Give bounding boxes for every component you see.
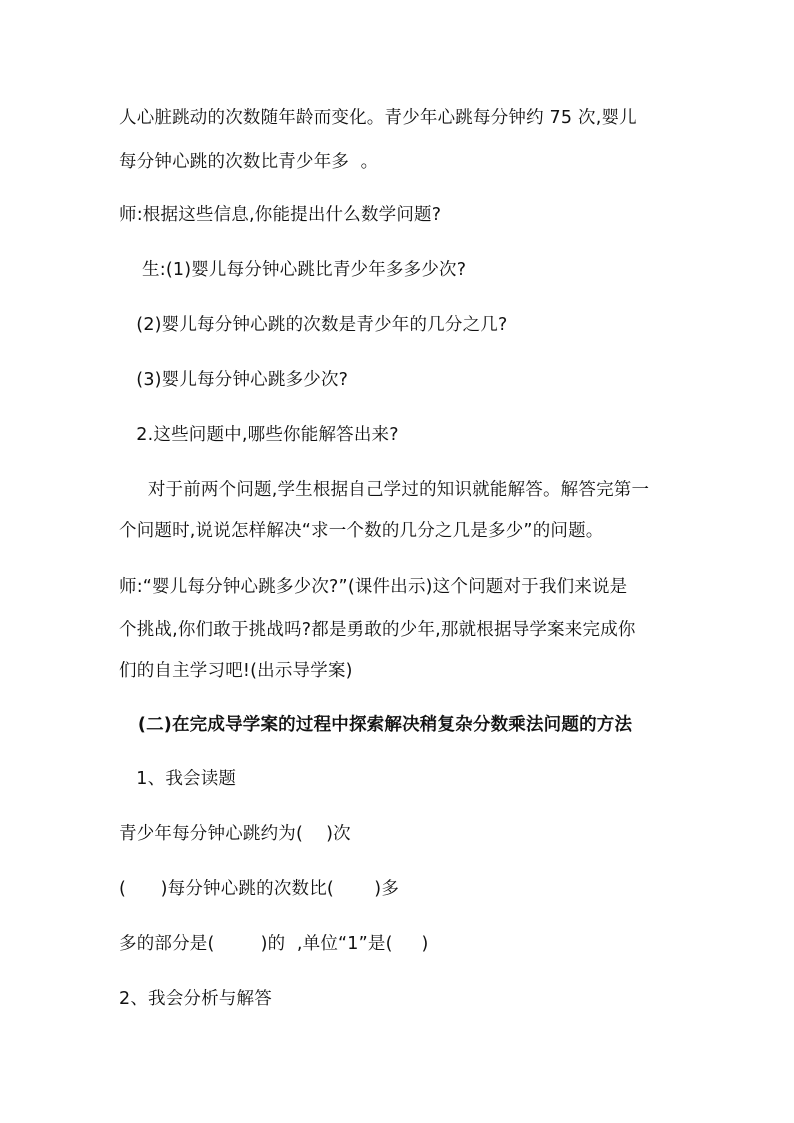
teacher-challenge-line-2: 个挑战,你们敢于挑战吗?都是勇敢的少年,那就根据导学案来完成你 — [119, 620, 636, 640]
teacher-challenge-line-1: 师:“婴儿每分钟心跳多少次?”(课件出示)这个问题对于我们来说是 — [119, 577, 628, 597]
fill-blank-line-3: 多的部分是( )的 ,单位“1”是( ) — [119, 934, 429, 954]
fill-blank-line-2: ( )每分钟心跳的次数比( )多 — [119, 879, 400, 899]
paragraph-line-2: 每分钟心跳的次数比青少年多 。 — [119, 152, 379, 172]
explanation-line-2: 个问题时,说说怎样解决“求一个数的几分之几是多少”的问题。 — [119, 521, 604, 541]
section-heading: (二)在完成导学案的过程中探索解决稍复杂分数乘法问题的方法 — [119, 715, 633, 735]
explanation-line-1: 对于前两个问题,学生根据自己学过的知识就能解答。解答完第一 — [119, 480, 650, 500]
fill-blank-line-1: 青少年每分钟心跳约为( )次 — [119, 824, 351, 844]
question-two-line: 2.这些问题中,哪些你能解答出来? — [119, 425, 399, 445]
student-answer-line-2: (2)婴儿每分钟心跳的次数是青少年的几分之几? — [119, 315, 508, 335]
student-answer-line-1: 生:(1)婴儿每分钟心跳比青少年多多少次? — [119, 260, 467, 280]
teacher-question-line: 师:根据这些信息,你能提出什么数学问题? — [119, 205, 442, 225]
student-answer-line-3: (3)婴儿每分钟心跳多少次? — [119, 370, 349, 390]
analysis-task-heading: 2、我会分析与解答 — [119, 989, 272, 1009]
teacher-challenge-line-3: 们的自主学习吧!(出示导学案) — [119, 661, 353, 681]
reading-task-heading: 1、我会读题 — [119, 769, 237, 789]
paragraph-line-1: 人心脏跳动的次数随年龄而变化。青少年心跳每分钟约 75 次,婴儿 — [119, 108, 637, 128]
